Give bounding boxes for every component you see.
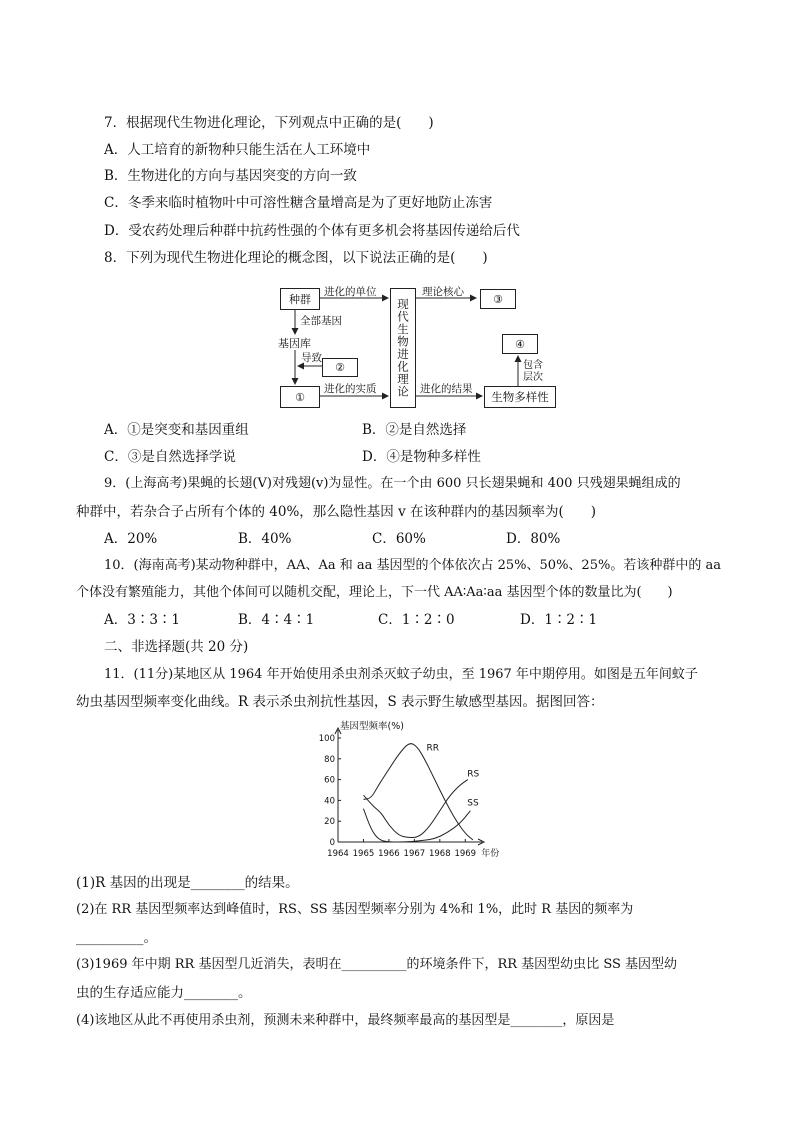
q9-option-d: D．80% bbox=[506, 531, 561, 547]
q8-option-a: A．①是突变和基因重组 bbox=[104, 422, 249, 438]
cause-label: 导致 bbox=[301, 352, 322, 364]
y-tick-label: 60 bbox=[324, 775, 335, 786]
q7-option-c: C．冬季来临时植物叶中可溶性糖含量增高是为了更好地防止冻害 bbox=[104, 195, 493, 211]
all-genes-label: 全部基因 bbox=[300, 315, 342, 327]
series-label-ss: SS bbox=[467, 798, 479, 809]
q11-sub-2-b: __________。 bbox=[76, 930, 157, 946]
q11-sub-3-a: (3)1969 年中期 RR 基因型几近消失，表明在__________的环境条件下，RR 基因型幼虫比 SS 基因型幼 bbox=[76, 957, 678, 972]
box-1: ① bbox=[280, 386, 320, 408]
q7-option-d: D．受农药处理后种群中抗药性强的个体有更多机会将基因传递给后代 bbox=[104, 223, 520, 239]
population-box: 种群 bbox=[280, 288, 320, 310]
result-label: 进化的结果 bbox=[420, 383, 473, 395]
q10-line-1: 10．(海南高考)某动物种群中，AA、Aa 和 aa 基因型的个体依次占 25%、50%、25%。若该种群中的 aa bbox=[104, 558, 721, 573]
x-tick-label: 1967 bbox=[403, 849, 426, 859]
box-2: ② bbox=[322, 358, 358, 377]
gene-pool-label: 基因库 bbox=[278, 337, 311, 350]
section-2-heading: 二、非选择题(共 20 分) bbox=[104, 639, 249, 655]
core-label: 理论核心 bbox=[422, 286, 464, 298]
box-4: ④ bbox=[502, 334, 538, 354]
q8-option-b: B．②是自然选择 bbox=[362, 422, 467, 438]
q8-option-d: D．④是物种多样性 bbox=[362, 449, 481, 465]
center-theory-box: 现代生物进化理论 bbox=[390, 288, 416, 408]
q8-stem: 8．下列为现代生物进化理论的概念图，以下说法正确的是( ) bbox=[104, 250, 488, 266]
q10-option-a: A．3∶3∶1 bbox=[104, 612, 181, 628]
x-tick-label: 1969 bbox=[454, 849, 477, 859]
q7-option-a: A．人工培育的新物种只能生活在人工环境中 bbox=[104, 142, 371, 158]
x-tick-label: 1966 bbox=[378, 849, 400, 859]
levels-label-1: 包含 bbox=[523, 360, 543, 371]
q10-line-2: 个体没有繁殖能力，其他个体间可以随机交配，理论上，下一代 AA∶Aa∶aa 基因型个体的数量比为( ) bbox=[76, 585, 673, 600]
q10-option-d: D．1∶2∶1 bbox=[520, 612, 598, 628]
unit-label: 进化的单位 bbox=[324, 286, 377, 298]
q7-option-b: B．生物进化的方向与基因突变的方向一致 bbox=[104, 168, 357, 184]
diversity-box: 生物多样性 bbox=[484, 386, 556, 408]
q8-option-c: C．③是自然选择学说 bbox=[104, 449, 236, 465]
concept-diagram bbox=[270, 282, 570, 412]
series-label-rs: RS bbox=[467, 769, 480, 780]
essence-label: 进化的实质 bbox=[324, 383, 377, 395]
q11-line-2: 幼虫基因型频率变化曲线。R 表示杀虫剂抗性基因，S 表示野生敏感型基因。据图回答： bbox=[76, 694, 604, 710]
levels-label-2: 层次 bbox=[523, 372, 543, 383]
q11-sub-4: (4)该地区从此不再使用杀虫剂，预测未来种群中，最终频率最高的基因型是________，原因是 bbox=[76, 1013, 615, 1028]
q11-line-1: 11．(11分)某地区从 1964 年开始使用杀虫剂杀灭蚊子幼虫，至 1967 年中期停用。如图是五年间蚊子 bbox=[104, 667, 698, 682]
y-tick-label: 100 bbox=[318, 734, 335, 744]
y-tick-label: 0 bbox=[329, 838, 335, 848]
y-tick-label: 20 bbox=[324, 817, 335, 828]
q7-stem: 7．根据现代生物进化理论，下列观点中正确的是( ) bbox=[104, 115, 434, 131]
q11-sub-1: (1)R 基因的出现是________的结果。 bbox=[76, 875, 299, 891]
q9-line-2: 种群中，若杂合子占所有个体的 40%，那么隐性基因 v 在该种群内的基因频率为( ) bbox=[76, 504, 597, 520]
y-tick-label: 80 bbox=[324, 754, 335, 765]
q9-option-b: B．40% bbox=[238, 531, 292, 547]
q10-option-c: C．1∶2∶0 bbox=[378, 612, 455, 628]
x-axis-title: 年份 bbox=[481, 849, 500, 859]
q9-line-1: 9．(上海高考)果蝇的长翅(V)对残翅(v)为显性。在一个由 600 只长翅果蝇和 400 只残翅果蝇组成的 bbox=[104, 476, 681, 491]
box-3: ③ bbox=[480, 289, 516, 309]
chart-svg bbox=[310, 718, 520, 864]
genotype-frequency-chart bbox=[310, 718, 520, 864]
q9-option-a: A．20% bbox=[104, 531, 158, 547]
series-label-rr: RR bbox=[426, 743, 440, 754]
y-tick-label: 40 bbox=[324, 796, 335, 807]
q11-sub-2-a: (2)在 RR 基因型频率达到峰值时，RS、SS 基因型频率分别为 4%和 1%，此时 R 基因的频率为 bbox=[76, 902, 634, 917]
q9-option-c: C．60% bbox=[372, 531, 426, 547]
x-tick-label: 1965 bbox=[352, 849, 375, 859]
q10-option-b: B．4∶4∶1 bbox=[238, 612, 315, 628]
y-axis-title: 基因型频率(%) bbox=[340, 721, 404, 732]
q11-sub-3-b: 虫的生存适应能力________。 bbox=[76, 985, 252, 1001]
x-tick-label: 1968 bbox=[428, 849, 451, 859]
x-tick-label: 1964 bbox=[327, 849, 349, 859]
